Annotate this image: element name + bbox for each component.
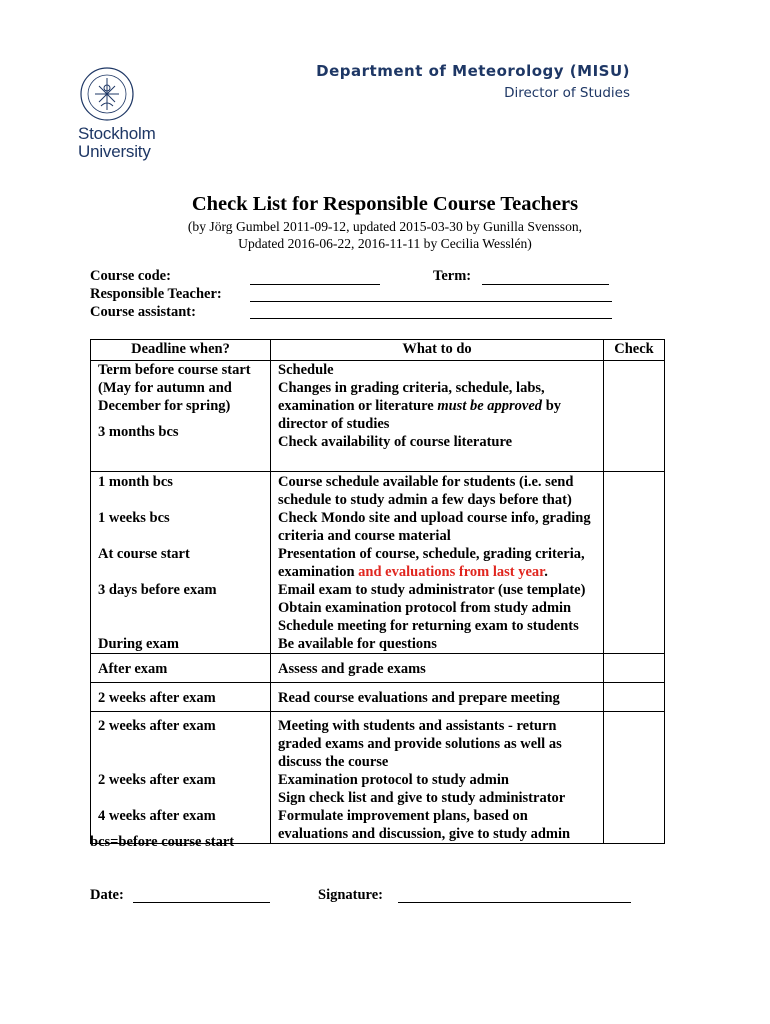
subtitle-line-1: (by Jörg Gumbel 2011-09-12, updated 2015-03-30 by Gunilla Svensson, <box>187 219 583 234</box>
logo-line-2: University <box>78 142 151 161</box>
deadline-text: 3 months bcs <box>98 424 179 440</box>
task-text: Changes in grading criteria, schedule, labs, examination or literature must be approved by director of studies <box>278 380 562 432</box>
task-text: Be available for questions <box>278 636 437 652</box>
course-code-label: Course code: <box>90 268 171 284</box>
responsible-teacher-label: Responsible Teacher: <box>90 286 222 302</box>
task-text: Check Mondo site and upload course info, grading criteria and course material <box>278 510 591 544</box>
task-text: Obtain examination protocol from study admin <box>278 600 572 616</box>
deadline-text: 4 weeks after exam <box>98 808 216 824</box>
task-cell <box>271 472 604 654</box>
term-line[interactable] <box>482 284 609 285</box>
check-box[interactable] <box>604 472 665 654</box>
department-header <box>316 62 630 101</box>
deadline-text: 2 weeks after exam <box>98 718 216 734</box>
deadline-text: 2 weeks after exam <box>98 772 216 788</box>
task-text: Schedule meeting for returning exam to students <box>278 618 579 634</box>
logo-line-1: Stockholm <box>78 124 156 143</box>
table-row <box>91 361 665 472</box>
task-text: Examination protocol to study admin <box>278 772 509 788</box>
deadline-cell: After exam <box>91 654 271 683</box>
checklist-table <box>90 339 665 844</box>
date-label: Date: <box>90 887 124 903</box>
deadline-cell <box>91 712 271 844</box>
task-cell <box>271 712 604 844</box>
university-seal-icon <box>79 66 135 122</box>
header-what-to-do: What to do <box>271 340 604 361</box>
subtitle-line-2: Updated 2016-06-22, 2016-11-11 by Cecilia Wesslén) <box>238 236 532 251</box>
check-box[interactable] <box>604 654 665 683</box>
task-text: Formulate improvement plans, based on evaluations and discussion, give to study admin <box>278 808 571 842</box>
task-text: Presentation of course, schedule, grading criteria, examination and evaluations from last year. <box>278 546 585 580</box>
department-name: Department of Meteorology (MISU) <box>316 62 630 80</box>
deadline-text: During exam <box>98 636 179 652</box>
term-label: Term: <box>433 268 472 284</box>
signature-label: Signature: <box>318 887 383 903</box>
deadline-text: At course start <box>98 546 190 562</box>
page-subtitle <box>0 218 770 252</box>
check-box[interactable] <box>604 683 665 712</box>
course-assistant-line[interactable] <box>250 318 612 319</box>
table-row <box>91 472 665 654</box>
department-role: Director of Studies <box>504 85 630 101</box>
course-code-line[interactable] <box>250 284 380 285</box>
check-box[interactable] <box>604 712 665 844</box>
footnote: bcs=before course start <box>90 834 235 850</box>
task-text: Check availability of course literature <box>278 434 513 450</box>
task-cell: Read course evaluations and prepare meeting <box>271 683 604 712</box>
deadline-text: Term before course start (May for autumn and December for spring) <box>98 362 251 414</box>
header-check: Check <box>604 340 665 361</box>
check-box[interactable] <box>604 361 665 472</box>
deadline-text: 1 month bcs <box>98 474 173 490</box>
task-text: Email exam to study administrator (use template) <box>278 582 586 598</box>
table-row <box>91 654 665 683</box>
task-cell <box>271 361 604 472</box>
course-assistant-label: Course assistant: <box>90 304 196 320</box>
deadline-cell <box>91 361 271 472</box>
header-deadline: Deadline when? <box>91 340 271 361</box>
page-title: Check List for Responsible Course Teachers <box>191 193 579 215</box>
signature-line[interactable] <box>398 902 631 903</box>
task-text: Course schedule available for students (i.e. send schedule to study admin a few days before that) <box>278 474 574 508</box>
deadline-cell <box>91 472 271 654</box>
university-logo <box>78 66 178 161</box>
task-text: Meeting with students and assistants - return graded exams and provide solutions as well as discuss the course <box>278 718 562 770</box>
responsible-teacher-line[interactable] <box>250 301 612 302</box>
deadline-text: 1 weeks bcs <box>98 510 170 526</box>
table-row <box>91 683 665 712</box>
table-header-row <box>91 340 665 361</box>
deadline-cell: 2 weeks after exam <box>91 683 271 712</box>
task-text: Sign check list and give to study administrator <box>278 790 566 806</box>
task-cell: Assess and grade exams <box>271 654 604 683</box>
task-text: Schedule <box>278 362 334 378</box>
table-row <box>91 712 665 844</box>
date-line[interactable] <box>133 902 270 903</box>
deadline-text: 3 days before exam <box>98 582 217 598</box>
